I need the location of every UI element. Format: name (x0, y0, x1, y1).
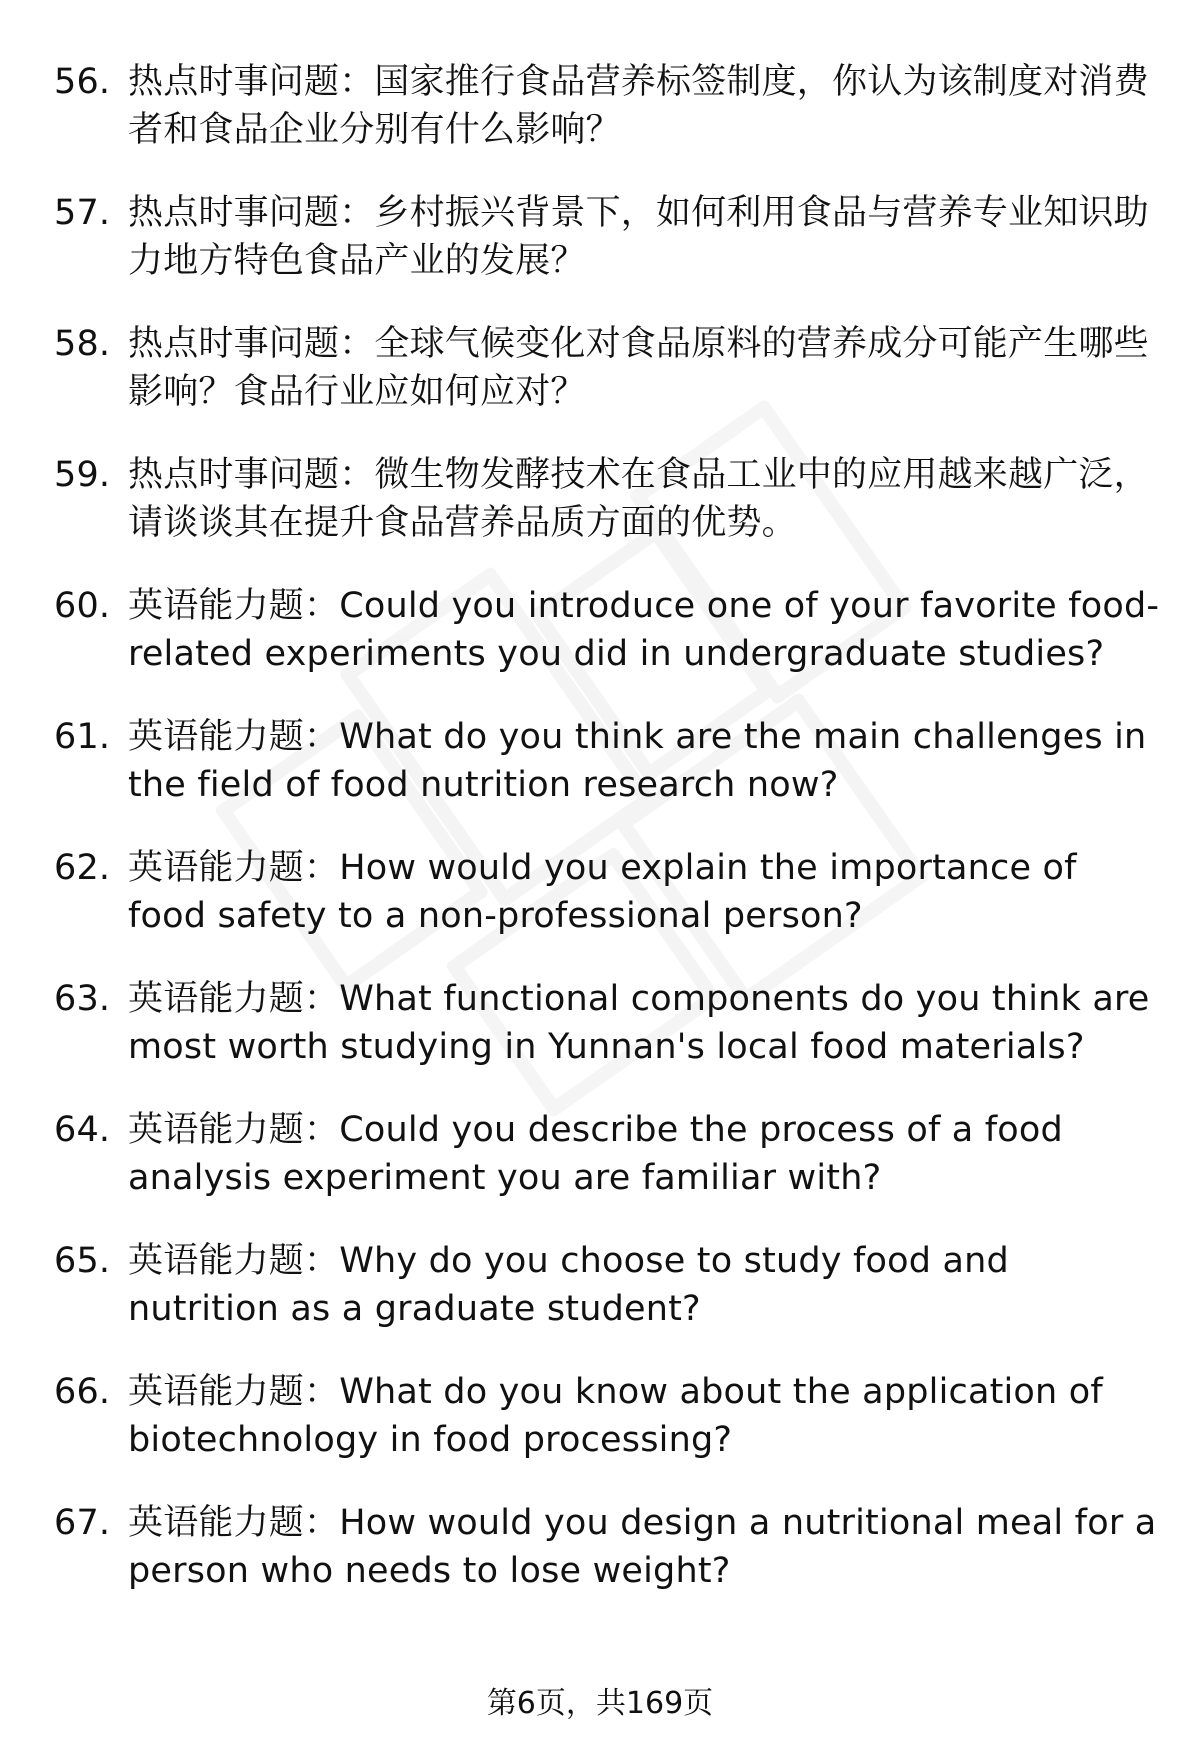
question-text: Could you describe the process of a food analysis experiment you are familiar with? (128, 1110, 1063, 1198)
question-category: 英语能力题： (128, 1110, 340, 1150)
question-number: 57. (54, 193, 111, 233)
question-text: How would you design a nutritional meal for a person who needs to lose weight? (128, 1503, 1157, 1591)
question-body (128, 1237, 1160, 1333)
question-number: 62. (54, 848, 111, 888)
question-number: 67. (54, 1503, 111, 1543)
question-text: 微生物发酵技术在食品工业中的应用越来越广泛，请谈谈其在提升食品营养品质方面的优势。 (128, 455, 1149, 543)
question-text: How would you explain the importance of food safety to a non-professional person? (128, 848, 1077, 936)
question-category: 英语能力题： (128, 1503, 340, 1543)
question-number: 63. (54, 979, 111, 1019)
question-category: 英语能力题： (128, 586, 340, 626)
question-number: 60. (54, 586, 111, 626)
question-item (0, 1499, 1200, 1595)
page-footer (0, 1678, 1200, 1722)
question-category: 英语能力题： (128, 1241, 340, 1281)
question-category: 英语能力题： (128, 717, 340, 757)
question-body (128, 713, 1160, 809)
question-item (0, 320, 1200, 416)
page-number-label: 第6页，共169页 (486, 1686, 714, 1721)
question-item (0, 975, 1200, 1071)
question-text: Could you introduce one of your favorite food-related experiments you did in undergraduate studies? (128, 586, 1160, 674)
question-number: 58. (54, 324, 111, 364)
question-list (0, 58, 1200, 1630)
question-category: 英语能力题： (128, 1372, 340, 1412)
question-number: 66. (54, 1372, 111, 1412)
question-body (128, 844, 1160, 940)
question-text: 全球气候变化对食品原料的营养成分可能产生哪些影响？食品行业应如何应对？ (128, 324, 1149, 412)
question-text: 国家推行食品营养标签制度，你认为该制度对消费者和食品企业分别有什么影响？ (128, 62, 1149, 150)
question-item (0, 713, 1200, 809)
question-body (128, 975, 1160, 1071)
question-category: 英语能力题： (128, 979, 340, 1019)
question-number: 64. (54, 1110, 111, 1150)
question-body (128, 1106, 1160, 1202)
question-category: 热点时事问题： (128, 324, 375, 364)
question-category: 热点时事问题： (128, 455, 375, 495)
question-category: 热点时事问题： (128, 62, 375, 102)
question-text: 乡村振兴背景下，如何利用食品与营养专业知识助力地方特色食品产业的发展？ (128, 193, 1149, 281)
question-text: Why do you choose to study food and nutrition as a graduate student? (128, 1241, 1009, 1329)
question-body (128, 320, 1160, 416)
question-item (0, 451, 1200, 547)
question-item (0, 844, 1200, 940)
question-number: 65. (54, 1241, 111, 1281)
question-body (128, 58, 1160, 154)
question-item (0, 1368, 1200, 1464)
question-item (0, 1237, 1200, 1333)
question-item (0, 1106, 1200, 1202)
question-number: 59. (54, 455, 111, 495)
question-item (0, 582, 1200, 678)
question-body (128, 451, 1160, 547)
question-body (128, 582, 1160, 678)
question-body (128, 1499, 1160, 1595)
question-item (0, 58, 1200, 154)
question-item (0, 189, 1200, 285)
question-number: 61. (54, 717, 111, 757)
question-category: 英语能力题： (128, 848, 340, 888)
question-body (128, 189, 1160, 285)
question-text: What do you know about the application of biotechnology in food processing? (128, 1372, 1103, 1460)
question-number: 56. (54, 62, 111, 102)
question-text: What do you think are the main challenges in the field of food nutrition research now? (128, 717, 1147, 805)
question-category: 热点时事问题： (128, 193, 375, 233)
question-text: What functional components do you think are most worth studying in Yunnan's local food materials? (128, 979, 1150, 1067)
question-body (128, 1368, 1160, 1464)
